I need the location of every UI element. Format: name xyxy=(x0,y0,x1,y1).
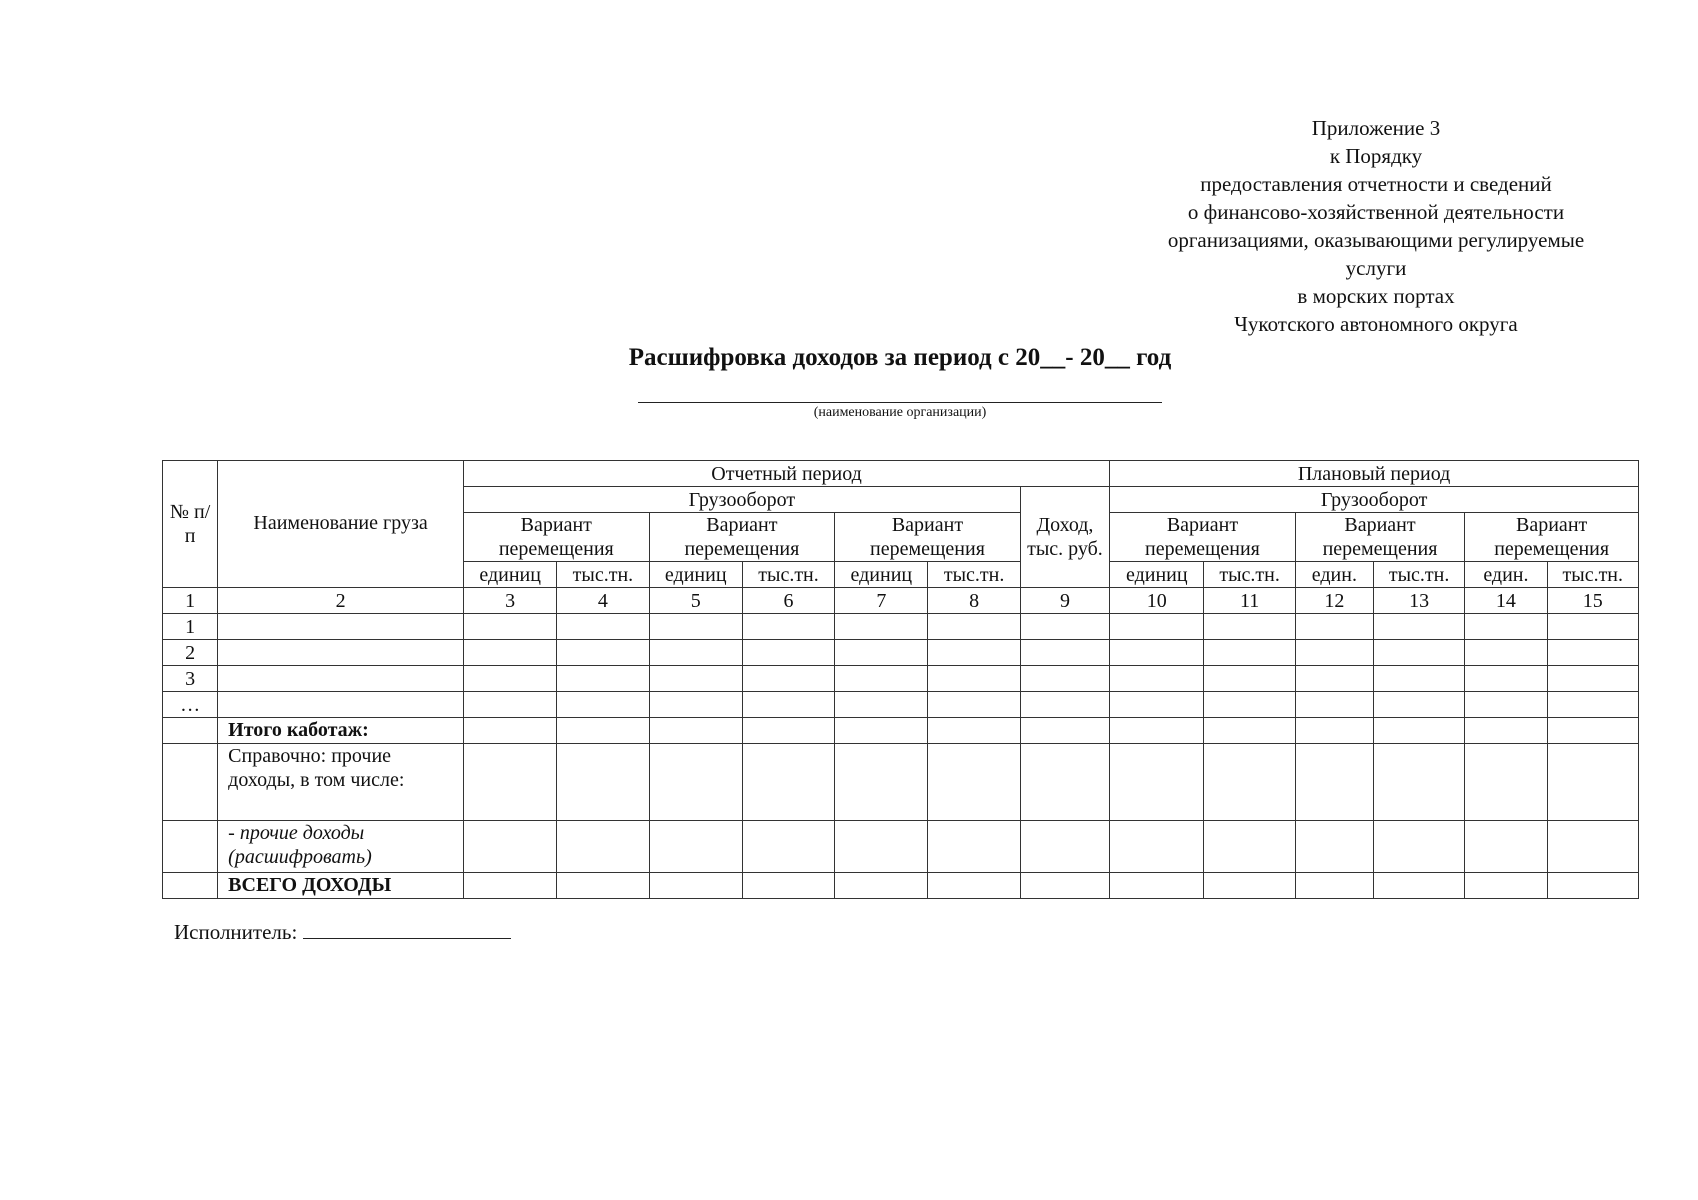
column-number: 8 xyxy=(928,588,1020,614)
column-number: 14 xyxy=(1465,588,1547,614)
data-cell[interactable] xyxy=(1204,873,1295,899)
cargo-name-cell[interactable] xyxy=(218,692,464,718)
header-variant: Вариант перемещения xyxy=(1295,513,1465,562)
data-cell[interactable] xyxy=(557,640,649,666)
data-cell[interactable] xyxy=(1110,718,1204,744)
data-cell[interactable] xyxy=(928,744,1020,821)
data-cell[interactable] xyxy=(1547,692,1638,718)
data-cell[interactable] xyxy=(1295,718,1373,744)
column-number: 2 xyxy=(218,588,464,614)
data-cell[interactable] xyxy=(649,614,742,640)
data-cell[interactable] xyxy=(463,821,556,873)
data-cell[interactable] xyxy=(649,718,742,744)
total-income-label: ВСЕГО ДОХОДЫ xyxy=(218,873,464,899)
data-cell[interactable] xyxy=(1373,821,1464,873)
column-number: 11 xyxy=(1204,588,1295,614)
header-units: единиц xyxy=(463,562,556,588)
data-cell[interactable] xyxy=(1373,718,1464,744)
data-cell[interactable] xyxy=(1465,640,1547,666)
data-cell[interactable] xyxy=(557,692,649,718)
reference-other-income-label: Справочно: прочие доходы, в том числе: xyxy=(218,744,464,821)
column-number: 6 xyxy=(742,588,834,614)
header-cargo-turnover-planned: Грузооборот xyxy=(1110,487,1639,513)
cargo-name-cell[interactable] xyxy=(218,614,464,640)
header-units: един. xyxy=(1465,562,1547,588)
data-cell[interactable] xyxy=(463,718,556,744)
appendix-header xyxy=(1120,114,1632,338)
table-row xyxy=(163,666,1639,692)
data-cell[interactable] xyxy=(1465,718,1547,744)
data-cell[interactable] xyxy=(1020,873,1109,899)
executor-signature-line[interactable] xyxy=(303,916,511,939)
column-number: 12 xyxy=(1295,588,1373,614)
data-cell[interactable] xyxy=(742,744,834,821)
data-cell[interactable] xyxy=(835,873,928,899)
data-cell[interactable] xyxy=(1110,614,1204,640)
total-cabotage-label: Итого каботаж: xyxy=(218,718,464,744)
data-cell[interactable] xyxy=(1020,821,1109,873)
data-cell[interactable] xyxy=(1373,744,1464,821)
header-row-number: № п/п xyxy=(163,461,218,588)
data-cell[interactable] xyxy=(928,873,1020,899)
data-cell[interactable] xyxy=(463,666,556,692)
data-cell[interactable] xyxy=(649,873,742,899)
data-cell[interactable] xyxy=(1295,666,1373,692)
data-cell[interactable] xyxy=(1547,640,1638,666)
data-cell[interactable] xyxy=(835,666,928,692)
organization-name-caption: (наименование организации) xyxy=(813,405,987,420)
executor-field xyxy=(174,916,511,946)
table-row xyxy=(163,821,1639,873)
data-cell[interactable] xyxy=(1204,821,1295,873)
data-cell[interactable] xyxy=(1110,744,1204,821)
data-cell[interactable] xyxy=(1465,666,1547,692)
column-number: 5 xyxy=(649,588,742,614)
data-cell[interactable] xyxy=(1373,614,1464,640)
data-cell[interactable] xyxy=(928,821,1020,873)
table-row xyxy=(163,640,1639,666)
data-cell[interactable] xyxy=(557,614,649,640)
header-variant: Вариант перемещения xyxy=(1110,513,1296,562)
column-number-row xyxy=(163,588,1639,614)
data-cell[interactable] xyxy=(557,873,649,899)
table-row xyxy=(163,692,1639,718)
column-number: 4 xyxy=(557,588,649,614)
data-cell[interactable] xyxy=(1110,821,1204,873)
table-row xyxy=(163,744,1639,821)
data-cell[interactable] xyxy=(928,640,1020,666)
data-cell[interactable] xyxy=(649,744,742,821)
data-cell[interactable] xyxy=(1204,718,1295,744)
header-thousand-tons: тыс.тн. xyxy=(742,562,834,588)
header-cargo-name: Наименование груза xyxy=(218,461,464,588)
table-row xyxy=(163,718,1639,744)
data-cell[interactable] xyxy=(463,692,556,718)
data-cell[interactable] xyxy=(1020,666,1109,692)
data-cell[interactable] xyxy=(742,873,834,899)
row-number xyxy=(163,718,218,744)
header-variant: Вариант перемещения xyxy=(649,513,835,562)
data-cell[interactable] xyxy=(463,614,556,640)
data-cell[interactable] xyxy=(1204,640,1295,666)
column-number: 15 xyxy=(1547,588,1638,614)
data-cell[interactable] xyxy=(649,821,742,873)
data-cell[interactable] xyxy=(1373,692,1464,718)
header-income: Доход, тыс. руб. xyxy=(1020,487,1109,588)
data-cell[interactable] xyxy=(1020,614,1109,640)
table-row xyxy=(163,614,1639,640)
data-cell[interactable] xyxy=(742,718,834,744)
header-thousand-tons: тыс.тн. xyxy=(1373,562,1464,588)
organization-name-line[interactable] xyxy=(638,402,1162,403)
data-cell[interactable] xyxy=(1020,718,1109,744)
header-thousand-tons: тыс.тн. xyxy=(928,562,1020,588)
data-cell[interactable] xyxy=(1110,692,1204,718)
appendix-line: услуги xyxy=(1345,256,1407,280)
other-income-detail-label: - прочие доходы (расшифровать) xyxy=(218,821,464,873)
header-reporting-period: Отчетный период xyxy=(463,461,1109,487)
data-cell[interactable] xyxy=(1547,718,1638,744)
row-number xyxy=(163,744,218,821)
appendix-line: Чукотского автономного округа xyxy=(1234,312,1518,336)
executor-label: Исполнитель: xyxy=(174,920,298,944)
data-cell[interactable] xyxy=(1020,744,1109,821)
header-variant: Вариант перемещения xyxy=(835,513,1021,562)
data-cell[interactable] xyxy=(928,718,1020,744)
data-cell[interactable] xyxy=(649,666,742,692)
data-cell[interactable] xyxy=(1295,744,1373,821)
row-number: 3 xyxy=(163,666,218,692)
data-cell[interactable] xyxy=(835,821,928,873)
data-cell[interactable] xyxy=(1295,614,1373,640)
column-number: 9 xyxy=(1020,588,1109,614)
income-breakdown-table xyxy=(162,460,1639,899)
data-cell[interactable] xyxy=(1465,614,1547,640)
header-units: единиц xyxy=(835,562,928,588)
header-thousand-tons: тыс.тн. xyxy=(1204,562,1295,588)
row-number: 2 xyxy=(163,640,218,666)
data-cell[interactable] xyxy=(835,744,928,821)
data-cell[interactable] xyxy=(742,692,834,718)
data-cell[interactable] xyxy=(1373,640,1464,666)
data-cell[interactable] xyxy=(1204,666,1295,692)
data-cell[interactable] xyxy=(928,666,1020,692)
column-number: 3 xyxy=(463,588,556,614)
data-cell[interactable] xyxy=(835,640,928,666)
header-thousand-tons: тыс.тн. xyxy=(557,562,649,588)
data-cell[interactable] xyxy=(1020,640,1109,666)
column-number: 7 xyxy=(835,588,928,614)
data-cell[interactable] xyxy=(1465,873,1547,899)
data-cell[interactable] xyxy=(1373,666,1464,692)
data-cell[interactable] xyxy=(835,692,928,718)
data-cell[interactable] xyxy=(557,821,649,873)
data-cell[interactable] xyxy=(928,692,1020,718)
data-cell[interactable] xyxy=(1465,821,1547,873)
data-cell[interactable] xyxy=(742,666,834,692)
header-units: един. xyxy=(1295,562,1373,588)
data-cell[interactable] xyxy=(742,640,834,666)
data-cell[interactable] xyxy=(1204,614,1295,640)
cargo-name-cell[interactable] xyxy=(218,640,464,666)
appendix-line: организациями, оказывающими регулируемые xyxy=(1167,228,1585,252)
data-cell[interactable] xyxy=(1547,614,1638,640)
header-variant: Вариант перемещения xyxy=(463,513,649,562)
data-cell[interactable] xyxy=(1020,692,1109,718)
appendix-line: к Порядку xyxy=(1329,144,1423,168)
data-cell[interactable] xyxy=(928,614,1020,640)
data-cell[interactable] xyxy=(1547,873,1638,899)
data-cell[interactable] xyxy=(1295,821,1373,873)
data-cell[interactable] xyxy=(649,640,742,666)
data-cell[interactable] xyxy=(1110,666,1204,692)
data-cell[interactable] xyxy=(1465,692,1547,718)
row-number: 1 xyxy=(163,614,218,640)
data-cell[interactable] xyxy=(463,744,556,821)
header-planned-period: Плановый период xyxy=(1110,461,1639,487)
data-cell[interactable] xyxy=(463,640,556,666)
data-cell[interactable] xyxy=(1547,666,1638,692)
data-cell[interactable] xyxy=(742,614,834,640)
row-number: … xyxy=(163,692,218,718)
header-thousand-tons: тыс.тн. xyxy=(1547,562,1638,588)
data-cell[interactable] xyxy=(1373,873,1464,899)
header-units: единиц xyxy=(1110,562,1204,588)
data-cell[interactable] xyxy=(1547,821,1638,873)
data-cell[interactable] xyxy=(1547,744,1638,821)
appendix-line: в морских портах xyxy=(1297,284,1455,308)
data-cell[interactable] xyxy=(1295,873,1373,899)
data-cell[interactable] xyxy=(835,614,928,640)
data-cell[interactable] xyxy=(835,718,928,744)
appendix-line: о финансово-хозяйственной деятельности xyxy=(1187,200,1565,224)
document-title: Расшифровка доходов за период с 20__- 20__ год xyxy=(628,344,1172,371)
data-cell[interactable] xyxy=(742,821,834,873)
data-cell[interactable] xyxy=(1110,873,1204,899)
data-cell[interactable] xyxy=(649,692,742,718)
data-cell[interactable] xyxy=(557,666,649,692)
data-cell[interactable] xyxy=(1295,640,1373,666)
data-cell[interactable] xyxy=(1295,692,1373,718)
header-variant: Вариант перемещения xyxy=(1465,513,1639,562)
row-number xyxy=(163,821,218,873)
data-cell[interactable] xyxy=(1465,744,1547,821)
data-cell[interactable] xyxy=(1204,692,1295,718)
table-row xyxy=(163,873,1639,899)
data-cell[interactable] xyxy=(1204,744,1295,821)
header-cargo-turnover-reporting: Грузооборот xyxy=(463,487,1020,513)
data-cell[interactable] xyxy=(463,873,556,899)
data-cell[interactable] xyxy=(557,744,649,821)
column-number: 1 xyxy=(163,588,218,614)
appendix-line: предоставления отчетности и сведений xyxy=(1200,172,1552,196)
row-number xyxy=(163,873,218,899)
data-cell[interactable] xyxy=(1110,640,1204,666)
column-number: 13 xyxy=(1373,588,1464,614)
appendix-line: Приложение 3 xyxy=(1311,116,1441,140)
header-units: единиц xyxy=(649,562,742,588)
column-number: 10 xyxy=(1110,588,1204,614)
cargo-name-cell[interactable] xyxy=(218,666,464,692)
data-cell[interactable] xyxy=(557,718,649,744)
